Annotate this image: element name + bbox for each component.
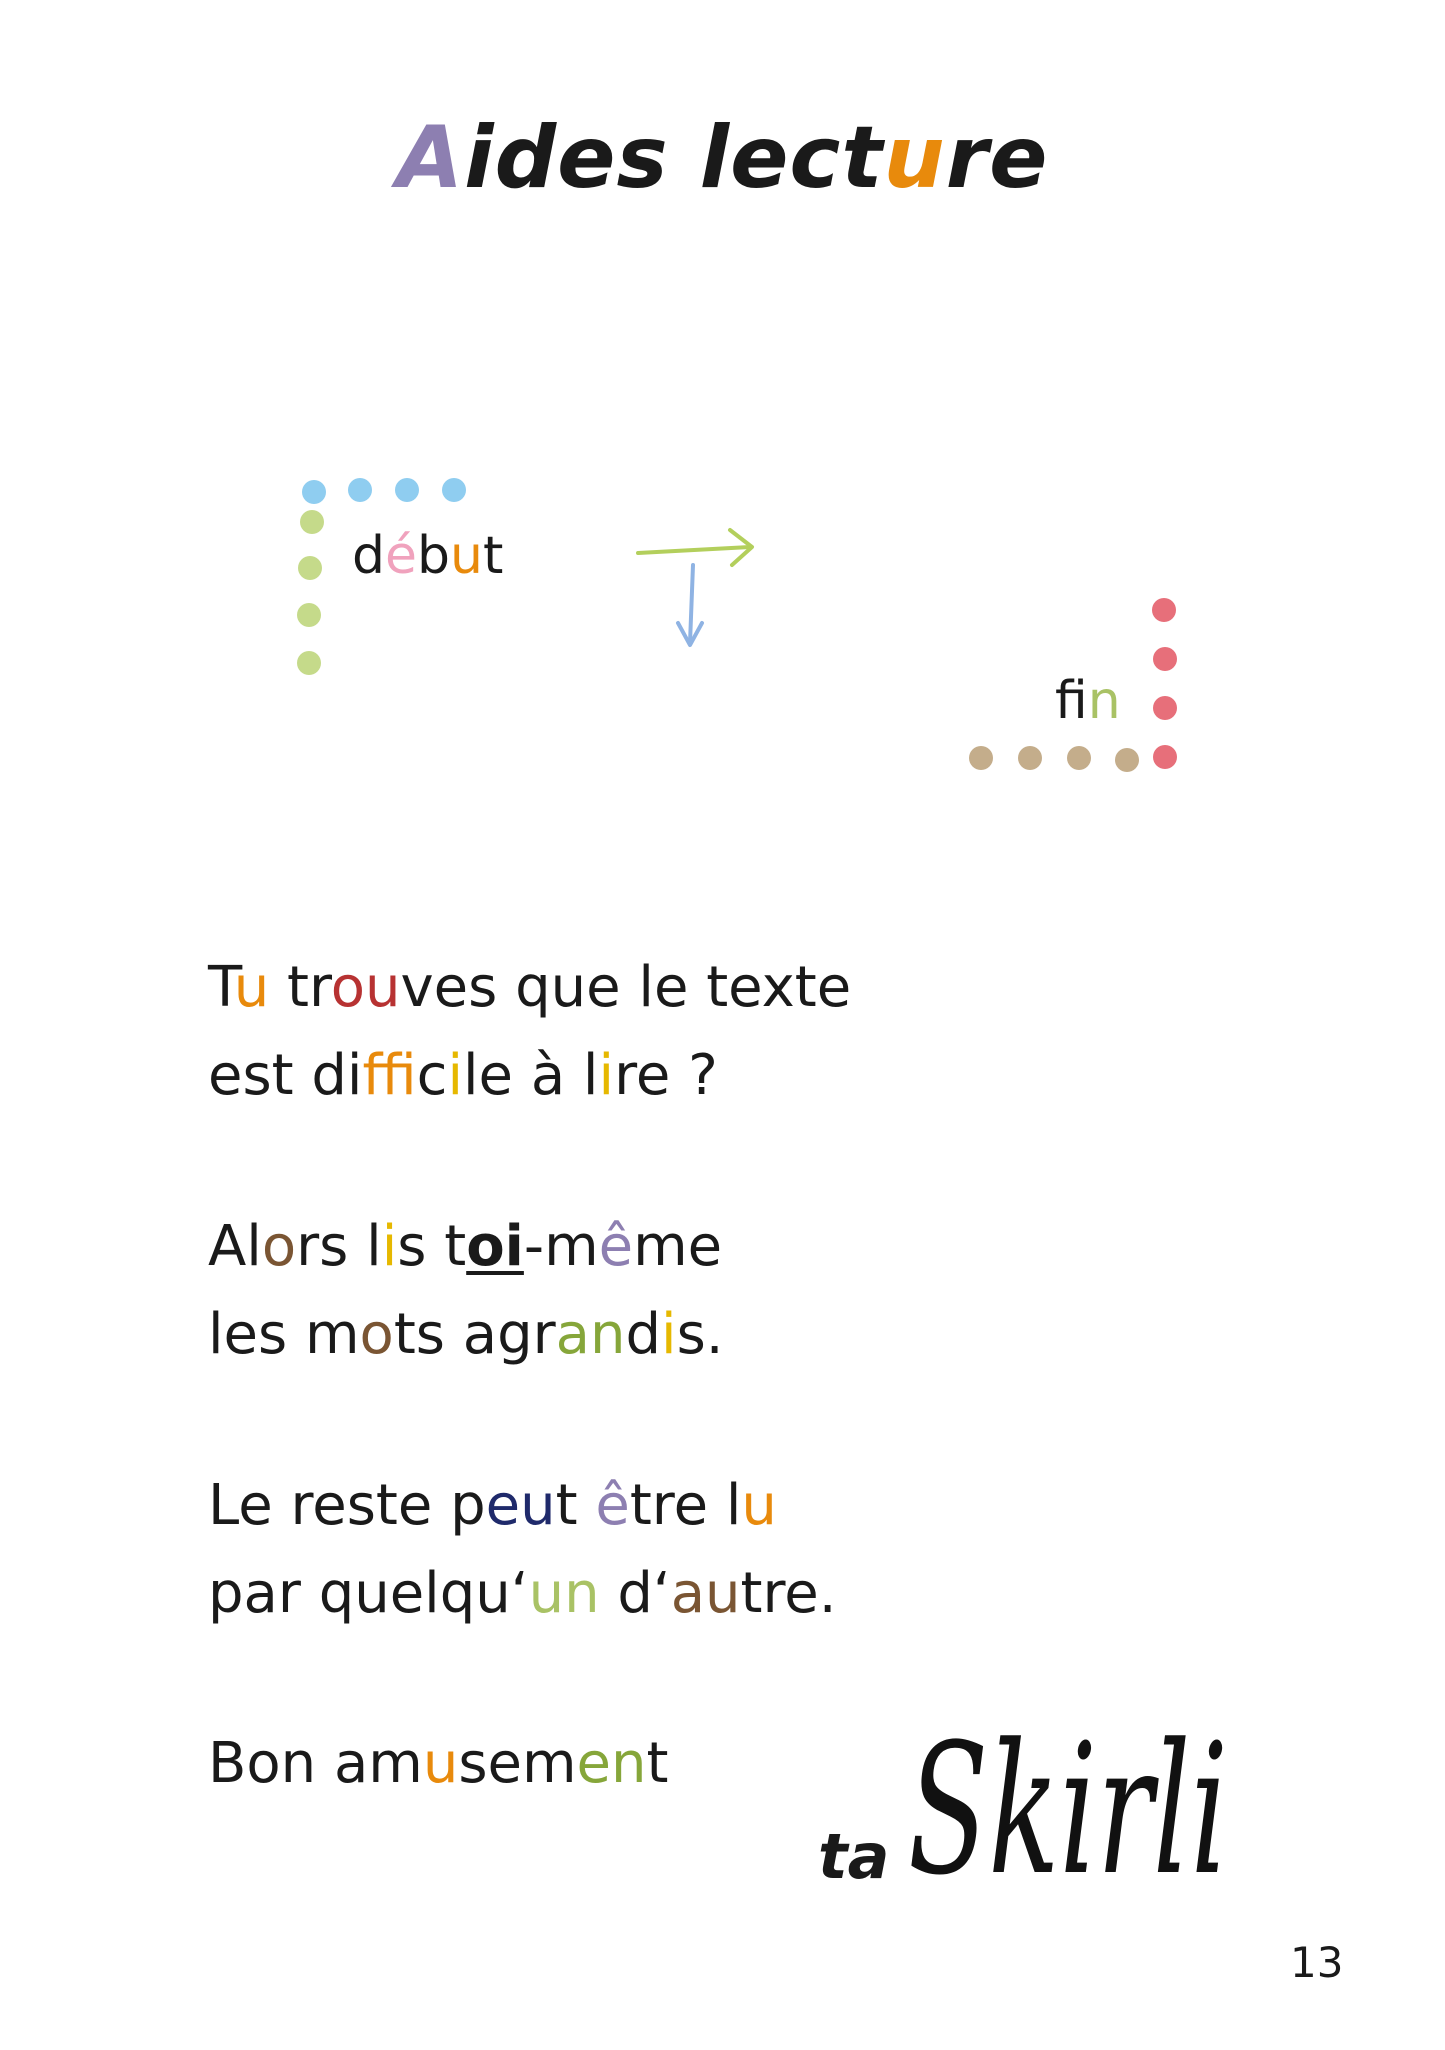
arrow-down-icon [678,565,702,645]
text-segment: Bon am [208,1731,423,1796]
end-row-dot [1018,746,1042,770]
text-segment: tre l [629,1473,742,1538]
text-line [208,1550,837,1638]
text-segment: u [741,1473,777,1538]
text-segment: ides lect [464,108,884,208]
text-segment: t [646,1731,669,1796]
text-segment: me [633,1214,723,1279]
text-segment: i [447,1043,463,1108]
reading-direction-arrows [630,515,760,655]
text-line [208,1203,724,1291]
text-segment: t [555,1473,596,1538]
text-segment: d‘ [599,1561,671,1626]
text-segment: t [483,526,504,586]
end-row-dot [969,746,993,770]
text-segment: A [396,108,465,208]
end-col-dot [1153,745,1177,769]
text-segment: eu [485,1473,556,1538]
text-segment: u [233,955,270,1020]
text-segment: re ? [614,1043,718,1108]
signature-name [900,1700,1240,1915]
text-segment: u [450,526,483,586]
end-row-dot [1115,748,1139,772]
paragraph-1 [208,944,851,1120]
end-row-dot [1067,746,1091,770]
text-segment: é [385,526,418,586]
text-segment: au [670,1561,741,1626]
text-segment: rs l [296,1214,382,1279]
text-segment: ê [595,1473,630,1538]
text-line [208,1720,668,1808]
text-line [208,1462,837,1550]
text-segment: d [625,1302,661,1367]
page-title [0,108,1445,208]
signature-prefix: ta [818,1820,890,1893]
text-segment: ê [598,1214,634,1279]
start-row-dot [302,480,326,504]
text-segment: le à l [463,1043,599,1108]
end-col-dot [1152,598,1176,622]
start-col-dot [297,651,321,675]
text-segment: o [359,1302,394,1367]
text-segment: b [417,526,451,586]
start-row-dot [348,478,372,502]
text-segment: ves que le texte [400,955,852,1020]
page-number: 13 [1290,1938,1344,1987]
text-segment: ou [330,955,401,1020]
start-row-dot [442,478,466,502]
paragraph-3 [208,1462,837,1638]
text-segment: u [422,1731,459,1796]
text-segment: i [598,1043,615,1108]
text-segment: s. [676,1302,724,1367]
text-segment: tre. [740,1561,837,1626]
text-segment: ff [362,1043,417,1108]
paragraph-4 [208,1720,668,1808]
text-segment: ts agr [393,1302,556,1367]
text-segment: par quelqu‘ [208,1561,529,1626]
start-word [352,526,504,586]
text-segment: an [555,1302,626,1367]
paragraph-2 [208,1203,724,1379]
text-segment: en [576,1731,647,1796]
text-segment: un [528,1561,600,1626]
end-col-dot [1153,647,1177,671]
text-line [208,1291,724,1379]
text-segment: c [416,1043,448,1108]
svg-text:Skirli: Skirli [908,1706,1228,1915]
text-segment: -m [523,1214,599,1279]
text-segment: T [208,955,234,1020]
start-row-dot [395,478,419,502]
text-segment: tr [269,955,331,1020]
text-segment: i [661,1302,677,1367]
start-col-dot [300,510,324,534]
end-word [1055,671,1121,731]
text-segment: u [883,108,946,208]
start-col-dot [297,603,321,627]
text-segment: d [352,526,386,586]
start-col-dot [298,556,322,580]
text-segment: Le reste p [208,1473,486,1538]
text-segment: f [1055,671,1088,731]
text-segment: est di [208,1043,363,1108]
text-segment: s t [397,1214,467,1279]
arrow-right-icon [638,530,752,565]
end-col-dot [1153,696,1177,720]
text-segment: les m [208,1302,360,1367]
text-segment: i [381,1214,398,1279]
text-line [208,944,851,1032]
underlined-letter-group: oi [466,1214,524,1279]
text-line [208,1032,851,1120]
text-segment: Al [208,1214,262,1279]
text-segment: o [261,1214,297,1279]
text-segment: sem [458,1731,577,1796]
text-segment: re [945,108,1049,208]
text-segment: in [1087,671,1121,731]
